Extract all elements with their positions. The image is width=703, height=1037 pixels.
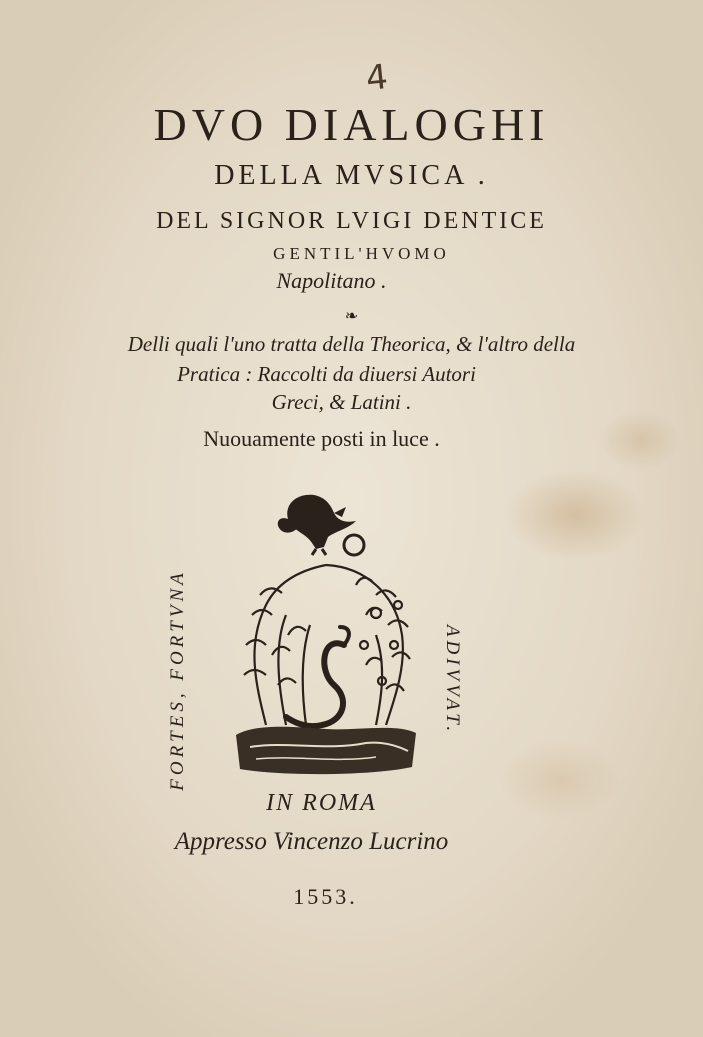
eagle-icon (278, 495, 364, 555)
title-line-1: DVO DIALOGHI (153, 99, 550, 150)
imprint-place: IN ROMA (266, 790, 377, 816)
title-line-4: GENTIL'HVOMO (273, 244, 450, 263)
description-line-2: Pratica : Raccolti da diuersi Autori (177, 362, 476, 386)
title-line-2: DELLA MVSICA . (214, 160, 489, 191)
imprint-year: 1553. (293, 884, 358, 909)
device-motto-right: ADIVVAT. (442, 624, 463, 736)
title-line-5: Napolitano . (276, 268, 387, 293)
description-line-1: Delli quali l'uno tratta della Theorica, & l'altro della (127, 332, 576, 356)
notice-line: Nuouamente posti in luce . (203, 426, 440, 451)
fleuron-icon: ❧ (344, 308, 359, 325)
manuscript-number: 4 (363, 56, 390, 100)
rock-base-icon (236, 727, 416, 774)
serpent-icon (286, 627, 349, 726)
description-line-3: Greci, & Latini . (271, 390, 412, 414)
printers-device-woodcut (226, 485, 426, 785)
device-motto-left: FORTES, FORTVNA (167, 569, 188, 791)
imprint-printer: Appresso Vincenzo Lucrino (174, 828, 449, 855)
title-line-3: DEL SIGNOR LVIGI DENTICE (156, 208, 547, 234)
